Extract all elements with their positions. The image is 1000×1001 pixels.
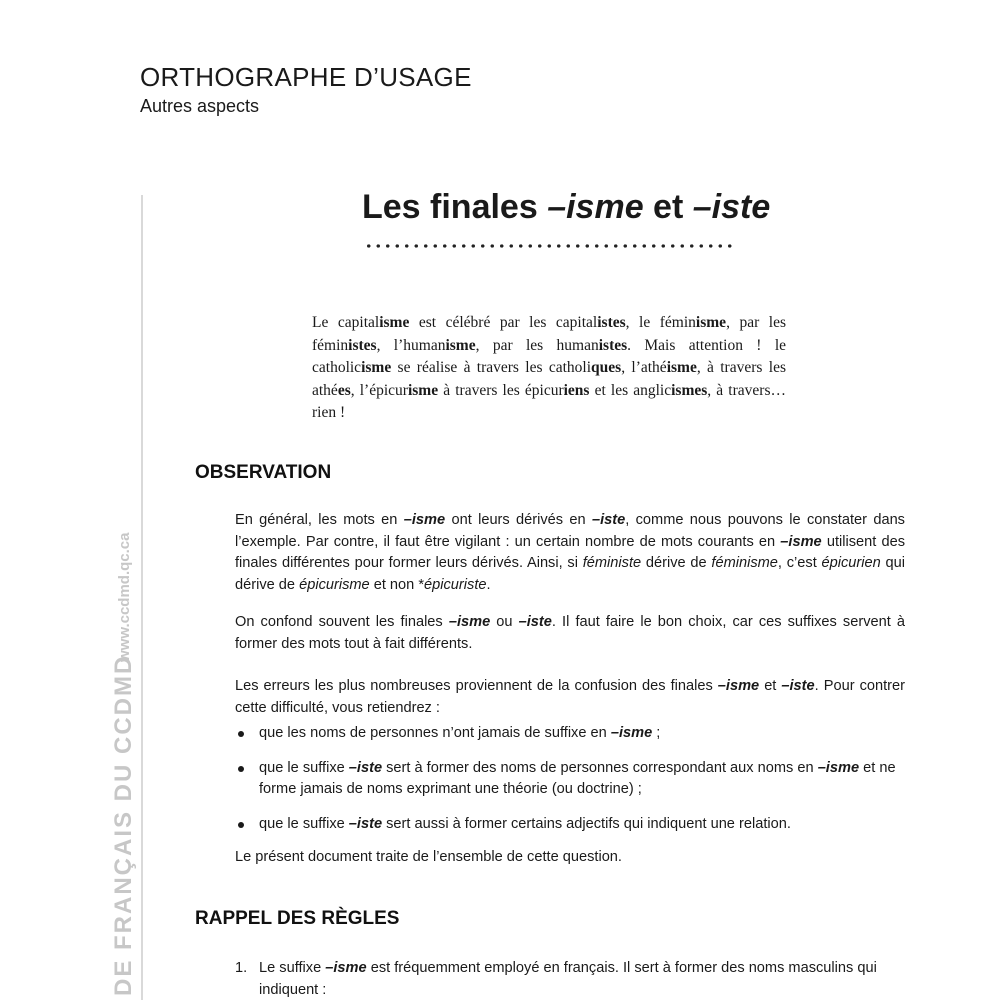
text-run: ont leurs dérivés en	[445, 512, 592, 528]
text-run: –isme	[780, 533, 822, 550]
title-dotted-rule	[364, 244, 736, 248]
rules-heading: RAPPEL DES RÈGLES	[195, 908, 400, 929]
list-item	[235, 723, 905, 745]
text-run: se réalise à travers les catholi	[391, 359, 592, 376]
text-run: ques	[591, 359, 622, 376]
text-run: –isme	[448, 614, 491, 630]
text-run: et non *	[369, 576, 425, 593]
observation-paragraph-4	[235, 847, 905, 869]
observation-bullets	[235, 723, 905, 848]
observation-paragraph-3	[235, 676, 905, 719]
text-run: En général, les mots en	[235, 512, 404, 528]
text-run: .	[486, 576, 491, 593]
observation-paragraph-2	[235, 612, 905, 655]
text-run: isme	[445, 336, 476, 354]
text-run: ou	[490, 614, 519, 630]
text-run: et les anglic	[589, 381, 672, 399]
list-item	[235, 814, 905, 836]
text-run: , à travers… rien !	[312, 381, 786, 421]
text-run: –isme	[717, 678, 760, 694]
text-run: On confond souvent les finales	[235, 614, 449, 630]
text-run: isme	[407, 381, 439, 399]
text-run: , comme nous pouvons le constater dans l’exemple. Par contre, il faut être vigilant : un certain nombre de mots courants en	[235, 512, 905, 550]
text-run: qui dérive de	[235, 555, 906, 593]
text-run: . Mais attention ! le catholic	[312, 336, 787, 376]
text-run: sert à former des noms de personnes correspondant aux noms en	[382, 759, 818, 776]
text-run: –iste	[781, 678, 815, 694]
text-run: Le suffixe	[259, 960, 326, 976]
header-title: ORTHOGRAPHE D’USAGE	[140, 62, 472, 92]
text-run: es	[337, 381, 351, 399]
sidebar-vertical-text	[103, 170, 139, 1000]
text-run: . Pour contrer cette difficulté, vous retiendrez :	[235, 678, 906, 716]
text-run: isme	[361, 359, 392, 376]
text-run: , l’épicur	[350, 381, 408, 399]
text-run: , par les human	[475, 336, 599, 354]
text-run: que le suffixe	[259, 759, 349, 776]
text-run: iens	[563, 381, 590, 399]
rule-text	[259, 958, 905, 1001]
text-run: à travers les épicur	[438, 381, 564, 399]
text-run: istes	[348, 336, 377, 354]
text-run: et	[759, 678, 782, 694]
text-run: –iste	[348, 759, 383, 776]
text-run: –isme	[403, 512, 446, 528]
text-run: épicurisme	[299, 576, 370, 593]
text-run: –iste	[348, 815, 383, 832]
title-prefix: Les finales	[362, 188, 548, 226]
rule-number: 1.	[235, 960, 248, 976]
text-run: , par les fémin	[312, 314, 786, 354]
text-run: . Il faut faire le bon choix, car ces suffixes servent à former des mots tout à fait différents.	[235, 614, 905, 652]
text-run: isme	[379, 314, 410, 331]
text-run: sert aussi à former certains adjectifs qui indiquent une relation.	[382, 815, 791, 832]
text-run: isme	[666, 359, 697, 376]
title-suffix-iste: –iste	[692, 188, 771, 226]
text-run: –iste	[518, 614, 552, 630]
text-run: istes	[598, 336, 628, 354]
text-run: Les erreurs les plus nombreuses proviennent de la confusion des finales	[235, 678, 718, 694]
text-run: féminisme	[711, 555, 778, 571]
rules-list	[235, 958, 905, 1001]
text-run: que le suffixe	[259, 815, 349, 832]
text-run: –isme	[325, 960, 367, 976]
text-run: Le présent document traite de l’ensemble de cette question.	[235, 849, 622, 865]
sidebar-url: www.ccdmd.qc.ca	[116, 532, 133, 662]
text-run: épicuriste	[424, 576, 487, 593]
text-run: , le fémin	[625, 314, 696, 331]
text-run: –iste	[591, 512, 626, 528]
title-suffix-isme: –isme	[547, 188, 644, 226]
text-run: épicurien	[821, 555, 881, 571]
list-item	[235, 958, 905, 1001]
header-subtitle: Autres aspects	[140, 96, 260, 116]
text-run: isme	[695, 314, 727, 331]
text-run: féministe	[582, 555, 642, 571]
text-run: –isme	[817, 759, 860, 776]
text-run: Le capital	[312, 314, 380, 331]
sidebar-brand: DE FRANÇAIS DU CCDMD	[110, 654, 137, 996]
text-run: , à travers les athé	[312, 359, 786, 399]
text-run: que les noms de personnes n’ont jamais de suffixe en	[259, 725, 611, 741]
text-run: –isme	[610, 725, 653, 741]
sidebar-rule	[141, 195, 143, 1000]
text-run: ;	[652, 725, 661, 741]
text-run: est fréquemment employé en français. Il sert à former des noms masculins qui indiquent :	[259, 960, 877, 998]
page-title	[362, 188, 770, 227]
observation-paragraph-1	[235, 510, 905, 596]
text-run: , c’est	[777, 555, 822, 571]
title-joiner: et	[643, 188, 693, 226]
text-run: est célébré par les capital	[409, 314, 598, 331]
text-run: utilisent des finales différentes pour former leurs dérivés. Ainsi, si	[235, 533, 905, 571]
text-run: et ne forme jamais de noms exprimant une théorie (ou doctrine) ;	[259, 759, 896, 797]
text-run: , l’athé	[621, 359, 667, 376]
text-run: , l’human	[376, 336, 446, 354]
list-item	[235, 758, 905, 801]
text-run: dérive de	[641, 555, 712, 571]
observation-heading: OBSERVATION	[195, 462, 332, 483]
intro-paragraph	[312, 312, 786, 425]
text-run: istes	[597, 314, 626, 331]
text-run: ismes	[671, 381, 708, 399]
